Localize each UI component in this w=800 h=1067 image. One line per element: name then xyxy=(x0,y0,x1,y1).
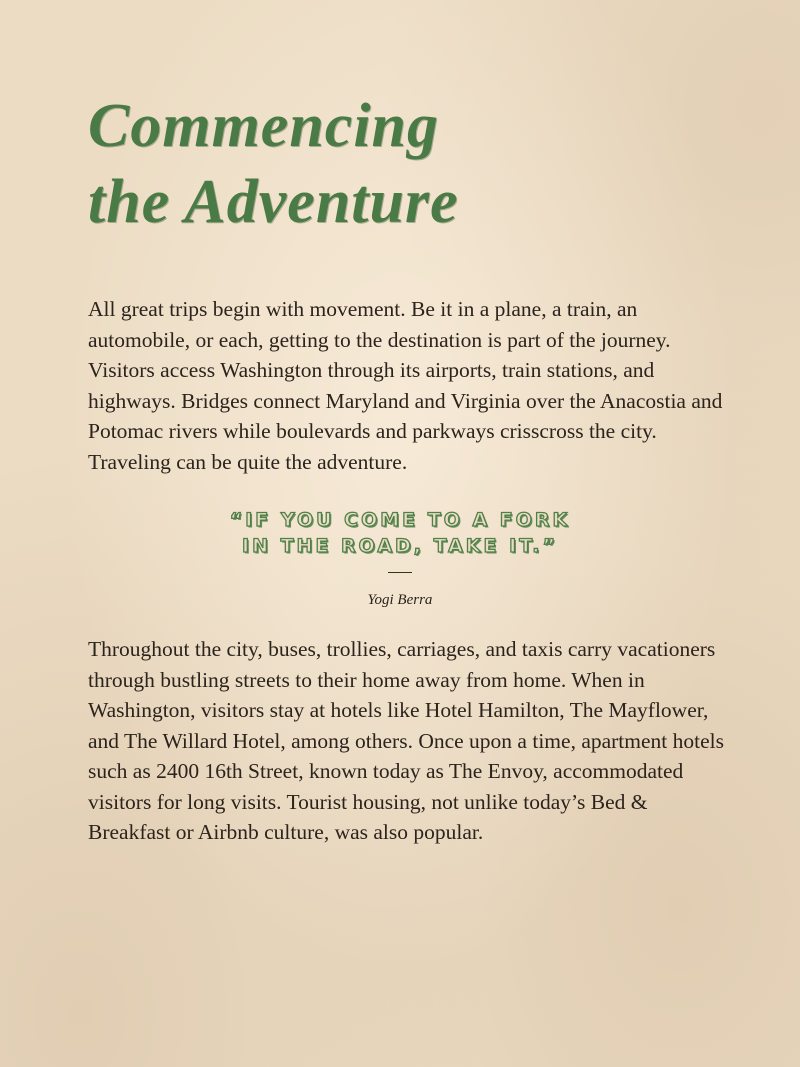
title-line-1: Commencing xyxy=(88,92,440,160)
quote-divider xyxy=(388,572,412,573)
title-line-2: the Adventure xyxy=(88,168,459,236)
body-paragraph-1: All great trips begin with movement. Be it in a plane, a train, an automobile, or each, getting to the destination is part of the journey. Visitors access Washington through its airports, train stations, and highways. Bridges connect Maryland and Virginia over the Anacostia and Potomac rivers while boulevards and parkways crisscross the city. Traveling can be quite the adventure. xyxy=(88,297,723,474)
quote-attribution: Yogi Berra xyxy=(367,592,433,608)
body-paragraph-2: Throughout the city, buses, trollies, carriages, and taxis carry vacationers through bustling streets to their home away from home. When in Washington, visitors stay at hotels like Hotel Hamilton, The Mayflower, and The Willard Hotel, among others. Once upon a time, apartment hotels such as 2400 16th Street, known today as The Envoy, accommodated visitors for long visits. Tourist housing, not unlike today’s Bed & Breakfast or Airbnb culture, was also popular. xyxy=(88,637,725,844)
pull-quote xyxy=(100,507,700,559)
quote-line-1: “IF YOU COME TO A FORK xyxy=(229,509,571,531)
page-title xyxy=(88,88,459,240)
quote-line-2: IN THE ROAD, TAKE IT.” xyxy=(242,535,558,557)
